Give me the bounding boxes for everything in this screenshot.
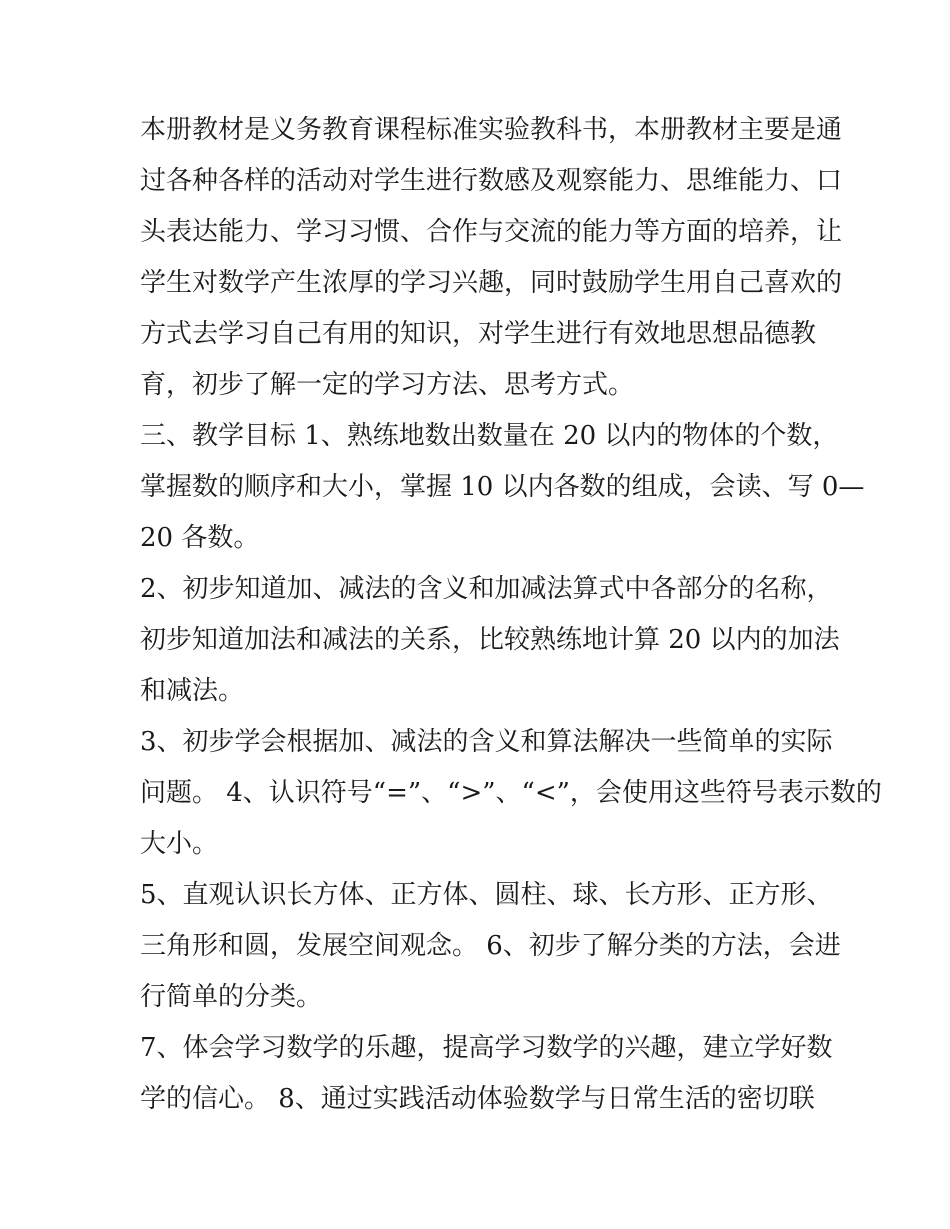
text-line: 20 各数。 (140, 523, 260, 553)
text-line: 问题。 4、认识符号“=”、“>”、“<”，会使用这些符号表示数的 (140, 778, 882, 808)
text-line: 掌握数的顺序和大小，掌握 10 以内各数的组成，会读、写 0— (140, 472, 865, 502)
text-line: 和减法。 (140, 676, 245, 706)
text-line: 三、教学目标 1、熟练地数出数量在 20 以内的物体的个数， (140, 421, 839, 451)
text-line: 2、初步知道加、减法的含义和加减法算式中各部分的名称， (140, 574, 833, 604)
text-line: 大小。 (140, 829, 219, 859)
text-line: 头表达能力、学习习惯、合作与交流的能力等方面的培养，让 (140, 217, 843, 247)
text-line: 行简单的分类。 (140, 982, 323, 1012)
text-line: 本册教材是义务教育课程标准实验教科书，本册教材主要是通 (140, 115, 843, 145)
text-line: 初步知道加法和减法的关系，比较熟练地计算 20 以内的加法 (140, 625, 840, 655)
text-line: 方式去学习自己有用的知识，对学生进行有效地思想品德教 (140, 319, 817, 349)
text-line: 5、直观认识长方体、正方体、圆柱、球、长方形、正方形、 (140, 880, 833, 910)
text-line: 三角形和圆，发展空间观念。 6、初步了解分类的方法，会进 (140, 931, 841, 961)
text-line: 学生对数学产生浓厚的学习兴趣，同时鼓励学生用自己喜欢的 (140, 268, 843, 298)
text-line: 7、体会学习数学的乐趣，提高学习数学的兴趣，建立学好数 (140, 1033, 833, 1063)
text-line: 过各种各样的活动对学生进行数感及观察能力、思维能力、口 (140, 166, 843, 196)
text-line: 育，初步了解一定的学习方法、思考方式。 (140, 370, 635, 400)
text-line: 学的信心。 8、通过实践活动体验数学与日常生活的密切联 (140, 1084, 815, 1114)
text-line: 3、初步学会根据加、减法的含义和算法解决一些简单的实际 (140, 727, 833, 757)
